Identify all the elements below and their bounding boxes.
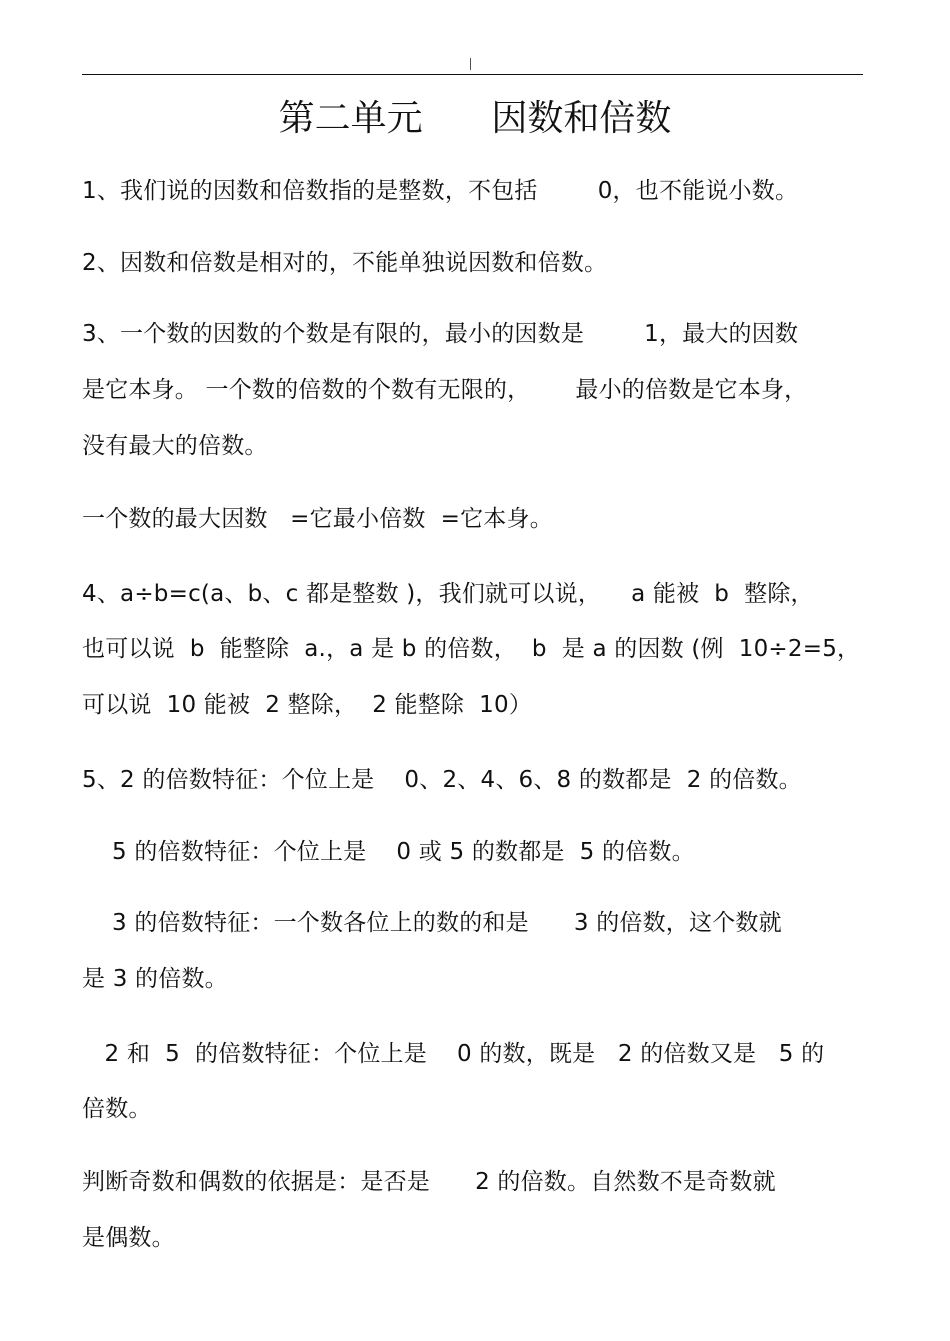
paragraph-odd-even-line-1: 判断奇数和偶数的依据是：是否是 2 的倍数。自然数不是奇数就 — [82, 1169, 776, 1195]
header-mark — [470, 58, 471, 70]
paragraph-3-line-1: 3、一个数的因数的个数是有限的，最小的因数是 1，最大的因数 — [82, 321, 799, 347]
header-rule — [82, 74, 863, 75]
paragraph-3-line-2: 是它本身。 一个数的倍数的个数有无限的， 最小的倍数是它本身， — [82, 377, 808, 403]
paragraph-odd-even-line-2: 是偶数。 — [82, 1225, 175, 1251]
paragraph-1: 1、我们说的因数和倍数指的是整数，不包括 0，也不能说小数。 — [82, 178, 799, 204]
paragraph-5-multiple-of-2-and-5-line-2: 倍数。 — [82, 1096, 152, 1122]
paragraph-5-multiple-of-5: 5 的倍数特征：个位上是 0 或 5 的数都是 5 的倍数。 — [82, 839, 695, 865]
paragraph-3-line-3: 没有最大的倍数。 — [82, 433, 268, 459]
paragraph-5-multiple-of-2-and-5-line-1: 2 和 5 的倍数特征：个位上是 0 的数，既是 2 的倍数又是 5 的 — [82, 1041, 825, 1067]
page-title: 第二单元 因数和倍数 — [278, 98, 672, 139]
paragraph-2: 2、因数和倍数是相对的，不能单独说因数和倍数。 — [82, 250, 608, 276]
paragraph-5-multiple-of-3-line-2: 是 3 的倍数。 — [82, 966, 228, 992]
paragraph-identity: 一个数的最大因数 =它最小倍数 =它本身。 — [82, 506, 553, 532]
paragraph-4-line-2: 也可以说 b 能整除 a.，a 是 b 的倍数， b 是 a 的因数 (例 10÷2=5， — [82, 636, 861, 662]
paragraph-4-line-3: 可以说 10 能被 2 整除， 2 能整除 10） — [82, 692, 533, 718]
paragraph-5-line-1: 5、2 的倍数特征：个位上是 0、2、4、6、8 的数都是 2 的倍数。 — [82, 767, 802, 793]
paragraph-5-multiple-of-3-line-1: 3 的倍数特征：一个数各位上的数的和是 3 的倍数，这个数就 — [82, 910, 782, 936]
paragraph-4-line-1: 4、a÷b=c(a、b、c 都是整数 )，我们就可以说， a 能被 b 整除， — [82, 581, 814, 607]
